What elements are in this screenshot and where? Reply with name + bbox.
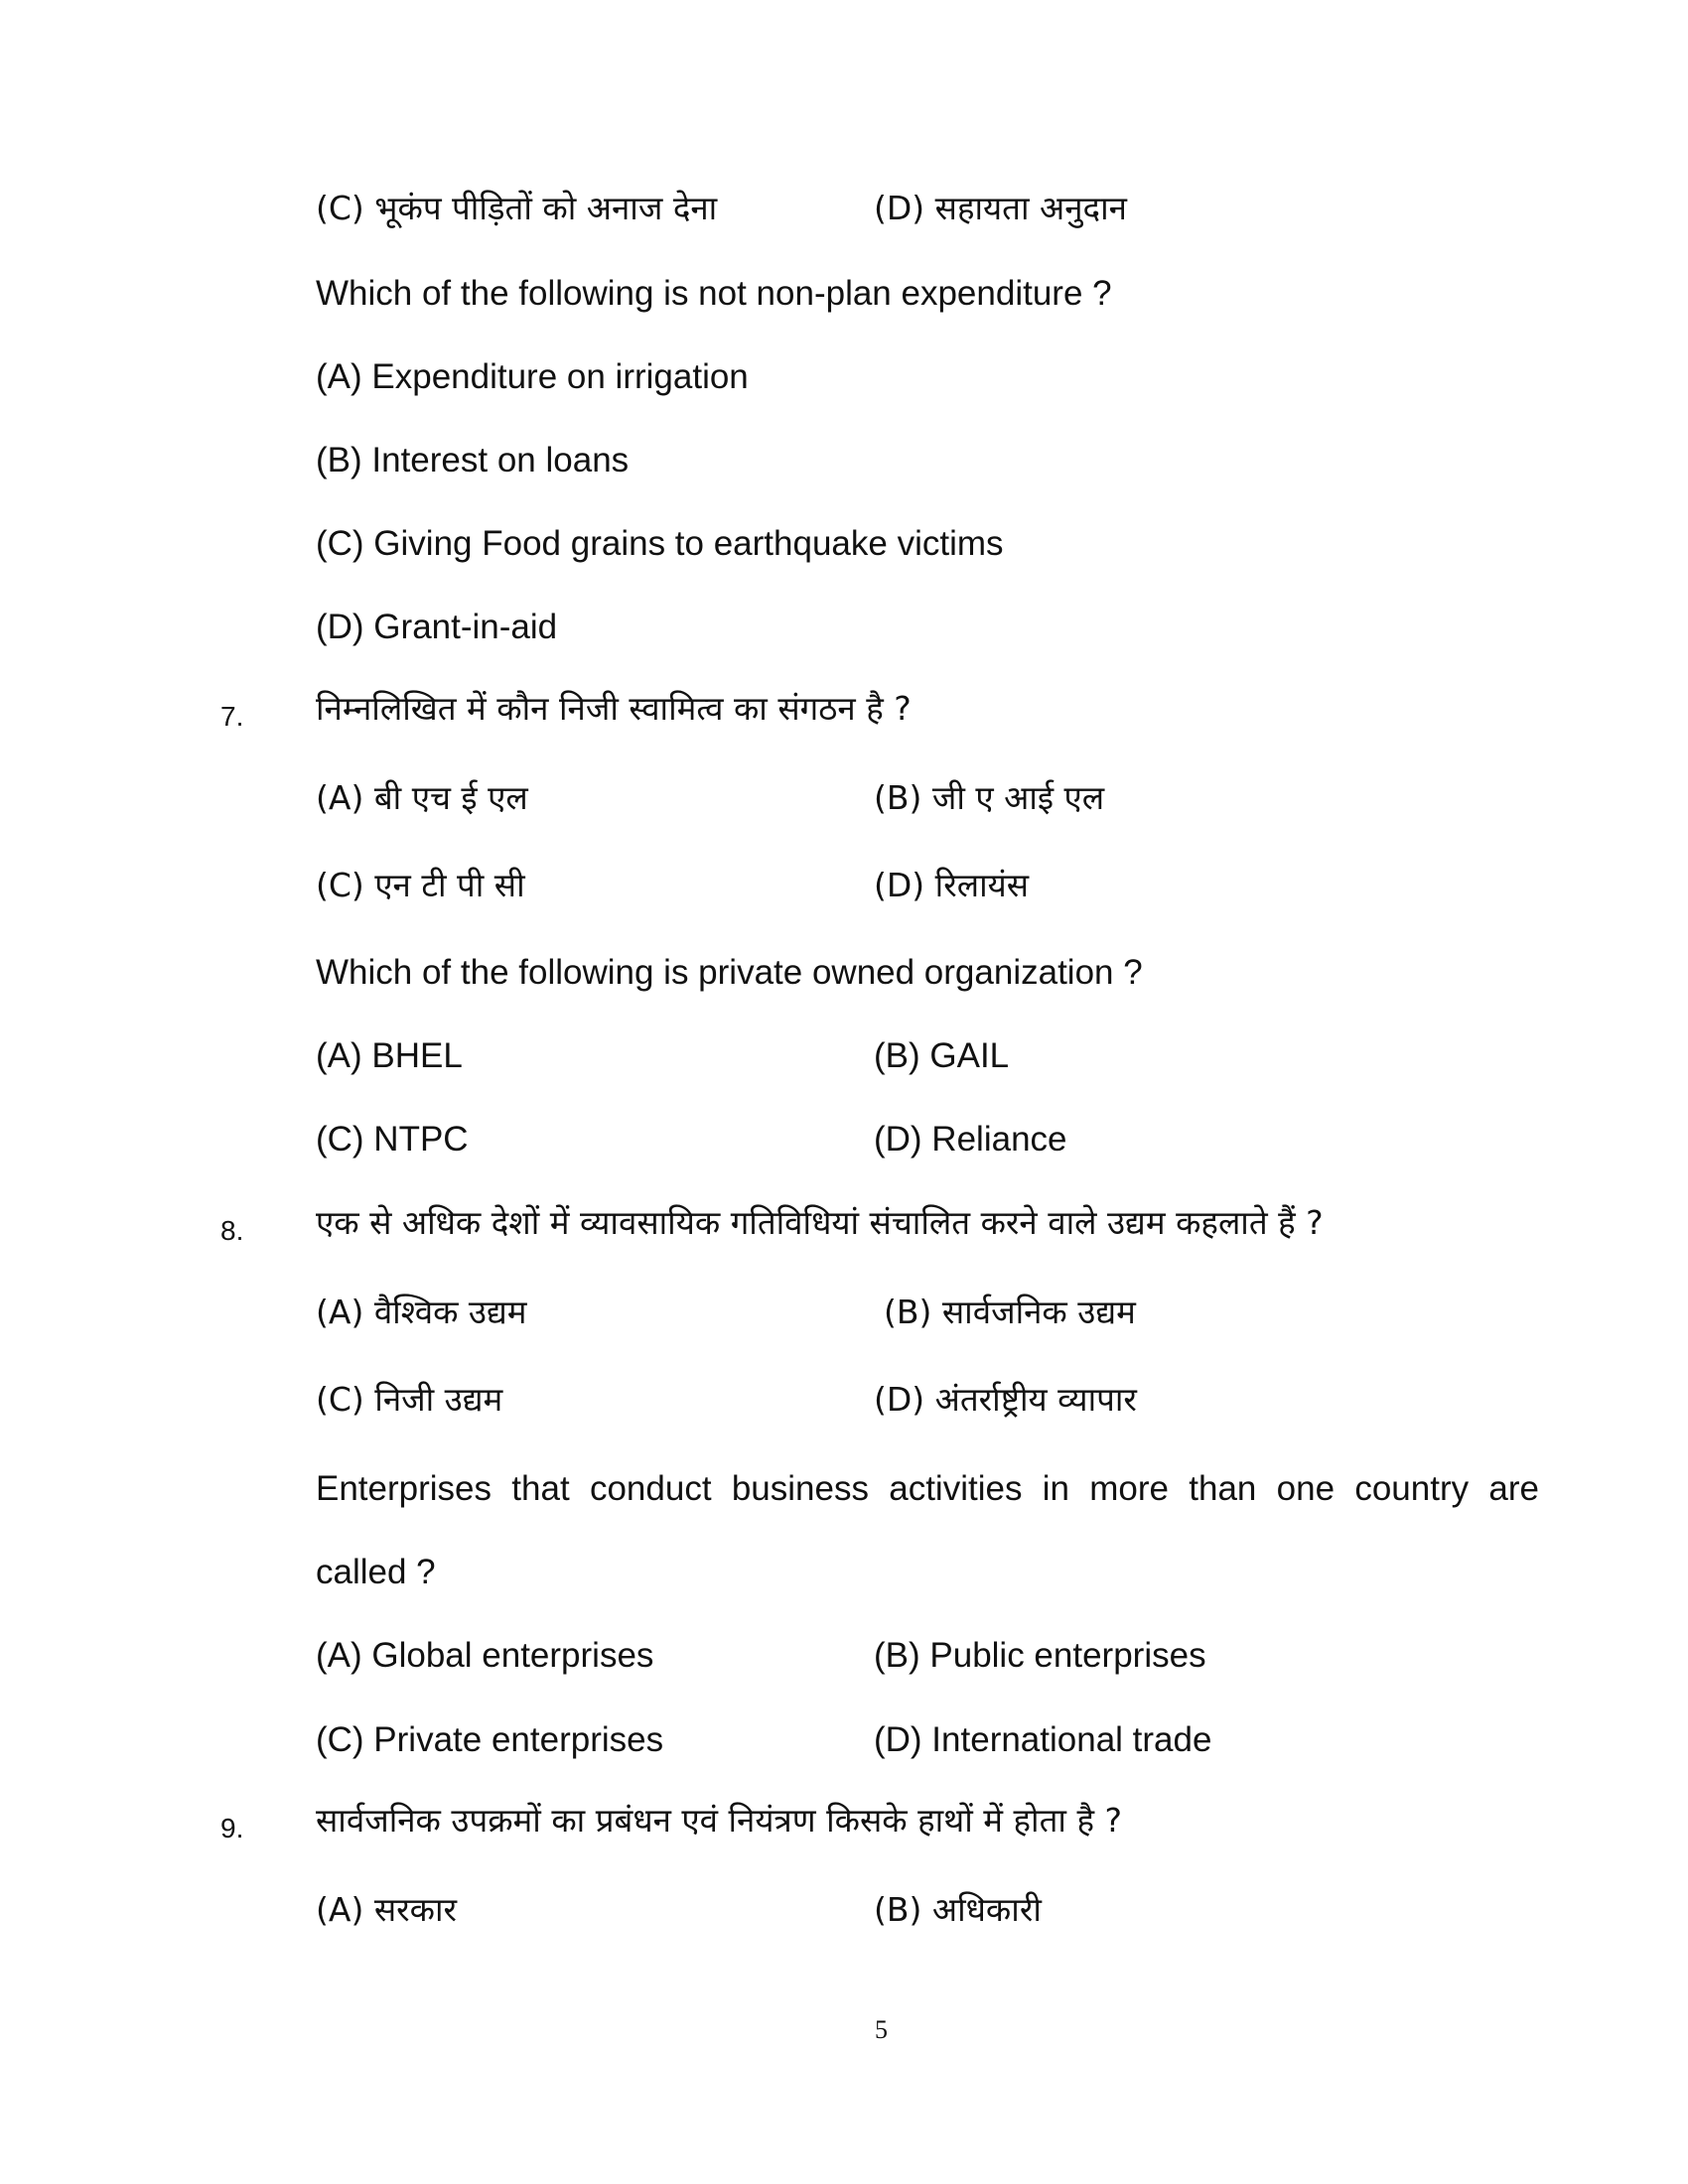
q9-hi-option-b: (B) अधिकारी [874,1890,1042,1929]
q8-en-option-c: (C) Private enterprises [316,1720,664,1759]
q6-en-option-c: (C) Giving Food grains to earthquake victims [316,524,1004,563]
q8-hi-option-d: (D) अंतर्राष्ट्रीय व्यापार [874,1380,1137,1419]
q7-en-question: Which of the following is private owned organization ? [316,953,1143,992]
q7-hi-question: निम्नलिखित में कौन निजी स्वामित्व का संगठन है ? [316,689,912,728]
q8-hi-option-c: (C) निजी उद्यम [316,1380,503,1419]
q6-hi-option-d: (D) सहायता अनुदान [874,189,1127,227]
q8-hi-option-a: (A) वैश्विक उद्यम [316,1293,527,1331]
q8-hi-option-b: (B) सार्वजनिक उद्यम [884,1293,1136,1331]
q6-en-question: Which of the following is not non-plan expenditure ? [316,274,1112,313]
q7-hi-option-d: (D) रिलायंस [874,866,1030,904]
q7-en-option-a: (A) BHEL [316,1036,463,1075]
q7-en-option-c: (C) NTPC [316,1120,469,1159]
q7-hi-option-a: (A) बी एच ई एल [316,778,528,817]
q9-hi-option-a: (A) सरकार [316,1890,458,1929]
q8-hi-question: एक से अधिक देशों में व्यावसायिक गतिविधियां संचालित करने वाले उद्यम कहलाते हैं ? [316,1203,1324,1242]
q6-en-option-a: (A) Expenditure on irrigation [316,357,749,396]
q6-en-option-b: (B) Interest on loans [316,441,630,479]
q8-en-option-d: (D) International trade [874,1720,1212,1759]
q7-hi-option-c: (C) एन टी पी सी [316,866,525,904]
q8-number: 8. [220,1215,244,1246]
q7-en-option-d: (D) Reliance [874,1120,1067,1159]
q9-hi-question: सार्वजनिक उपक्रमों का प्रबंधन एवं नियंत्रण किसके हाथों में होता है ? [316,1801,1122,1840]
q8-en-option-b: (B) Public enterprises [874,1636,1206,1675]
q7-en-option-b: (B) GAIL [874,1036,1010,1075]
q6-en-option-d: (D) Grant-in-aid [316,608,558,646]
q6-hi-option-c: (C) भूकंप पीड़ितों को अनाज देना [316,189,718,227]
q8-en-question-line1: Enterprises that conduct business activities in more than one country are [316,1469,1539,1508]
q8-en-question-line2: called ? [316,1553,436,1591]
q8-en-option-a: (A) Global enterprises [316,1636,654,1675]
page-number: 5 [875,2015,888,2044]
q7-number: 7. [220,701,244,732]
q7-hi-option-b: (B) जी ए आई एल [874,778,1105,817]
q9-number: 9. [220,1813,244,1843]
